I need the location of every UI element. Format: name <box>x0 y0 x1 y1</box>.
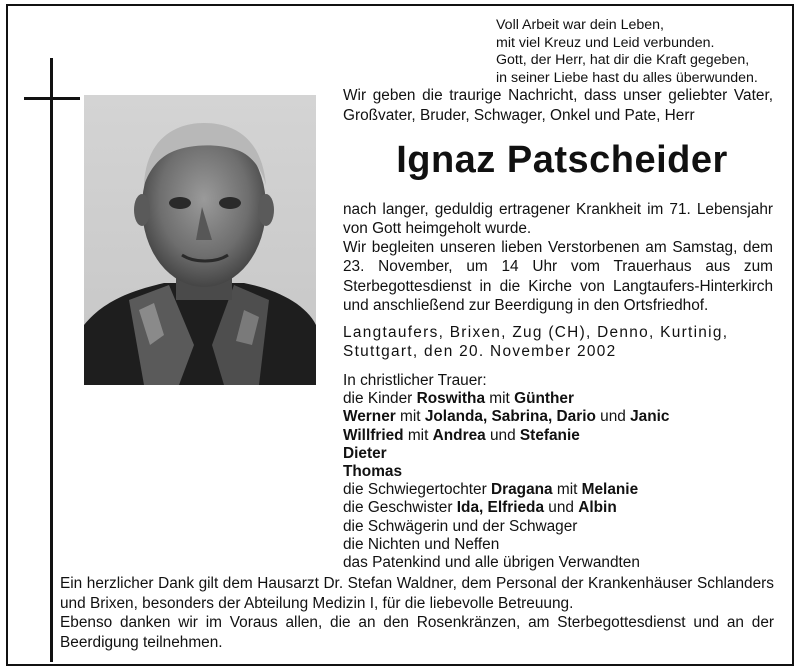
funeral-details: Wir begleiten unseren lieben Verstorbenen am Samstag, dem 23. November, um 14 Uhr vom Trauerhaus aus zum Sterbegottesdienst in die Kirche von Langtaufers-Hinterkirch und anschließend zur Beerdigung in den Ortsfriedhof. <box>343 239 773 315</box>
places-and-date: Langtaufers, Brixen, Zug (CH), Denno, Kurtinig, Stuttgart, den 20. November 2002 <box>343 324 729 361</box>
mourner-line: die Schwägerin und der Schwager <box>343 517 578 535</box>
cross-vertical-bar <box>50 58 53 662</box>
mourner-name: Willfried <box>343 426 404 444</box>
mourner-text: die Schwiegertochter <box>343 481 491 499</box>
poem-line: Gott, der Herr, hat dir die Kraft gegeben, <box>496 52 750 68</box>
mourner-text: die Geschwister <box>343 499 457 517</box>
mourner-name: Andrea <box>432 426 486 444</box>
mourner-line <box>343 445 773 463</box>
mourner-name: Ida, Elfrieda <box>456 499 545 517</box>
mourner-text: mit <box>403 426 433 444</box>
mourner-line: das Patenkind und alle übrigen Verwandten <box>343 554 640 572</box>
mourner-name: Roswitha <box>416 390 486 408</box>
mourner-name: Werner <box>343 408 396 426</box>
mourner-text: mit <box>395 408 425 426</box>
mourner-line <box>343 481 773 499</box>
mourner-line <box>343 390 773 408</box>
mourner-line <box>343 463 773 481</box>
mourner-line: die Nichten und Neffen <box>343 535 500 553</box>
mourner-line <box>343 408 773 426</box>
memorial-poem <box>496 17 786 87</box>
intro-text: Wir geben die traurige Nachricht, dass unser geliebter Vater, Großvater, Bruder, Schwager, Onkel und Pate, Herr <box>343 87 773 124</box>
mourner-name: Dieter <box>343 444 387 462</box>
mourners-heading: In christlicher Trauer: <box>343 372 487 389</box>
mourner-text: und <box>595 408 631 426</box>
mourner-name: Dragana <box>491 481 553 499</box>
mourner-text: mit <box>485 390 515 408</box>
mourner-text: mit <box>552 481 582 499</box>
mourner-line <box>343 427 773 445</box>
mourner-name: Melanie <box>581 481 639 499</box>
mourner-name: Günther <box>514 390 574 408</box>
mourner-line <box>343 499 773 517</box>
cross-horizontal-bar <box>24 97 80 100</box>
deceased-name: Ignaz Patscheider <box>396 139 728 181</box>
mourner-name: Thomas <box>343 463 403 481</box>
mourner-text: die Kinder <box>343 390 417 408</box>
thanks-section <box>60 574 774 652</box>
mourners-list <box>343 372 773 572</box>
poem-line: in seiner Liebe hast du alles überwunden. <box>496 69 758 86</box>
mourner-text: und <box>485 426 520 444</box>
poem-line: Voll Arbeit war dein Leben, <box>496 17 664 33</box>
poem-line: mit viel Kreuz und Leid verbunden. <box>496 34 715 51</box>
thanks-paragraph: Ebenso danken wir im Voraus allen, die an den Rosenkränzen, am Sterbegottesdienst und an der Beerdigung teilnehmen. <box>60 614 774 651</box>
mourner-text: und <box>544 499 579 517</box>
portrait-photo <box>84 95 316 385</box>
death-announcement: nach langer, geduldig ertragener Krankheit im 71. Lebensjahr von Gott heimgeholt wurde. <box>343 201 773 238</box>
mourner-name: Janic <box>630 408 670 426</box>
mourner-name: Jolanda, Sabrina, Dario <box>424 408 596 426</box>
thanks-paragraph: Ein herzlicher Dank gilt dem Hausarzt Dr. Stefan Waldner, dem Personal der Krankenhäuser Schlanders und Brixen, besonders der Abteilung Medizin I, für die liebevolle Betreuung. <box>60 575 774 612</box>
mourner-name: Albin <box>578 499 617 517</box>
mourner-name: Stefanie <box>519 426 580 444</box>
